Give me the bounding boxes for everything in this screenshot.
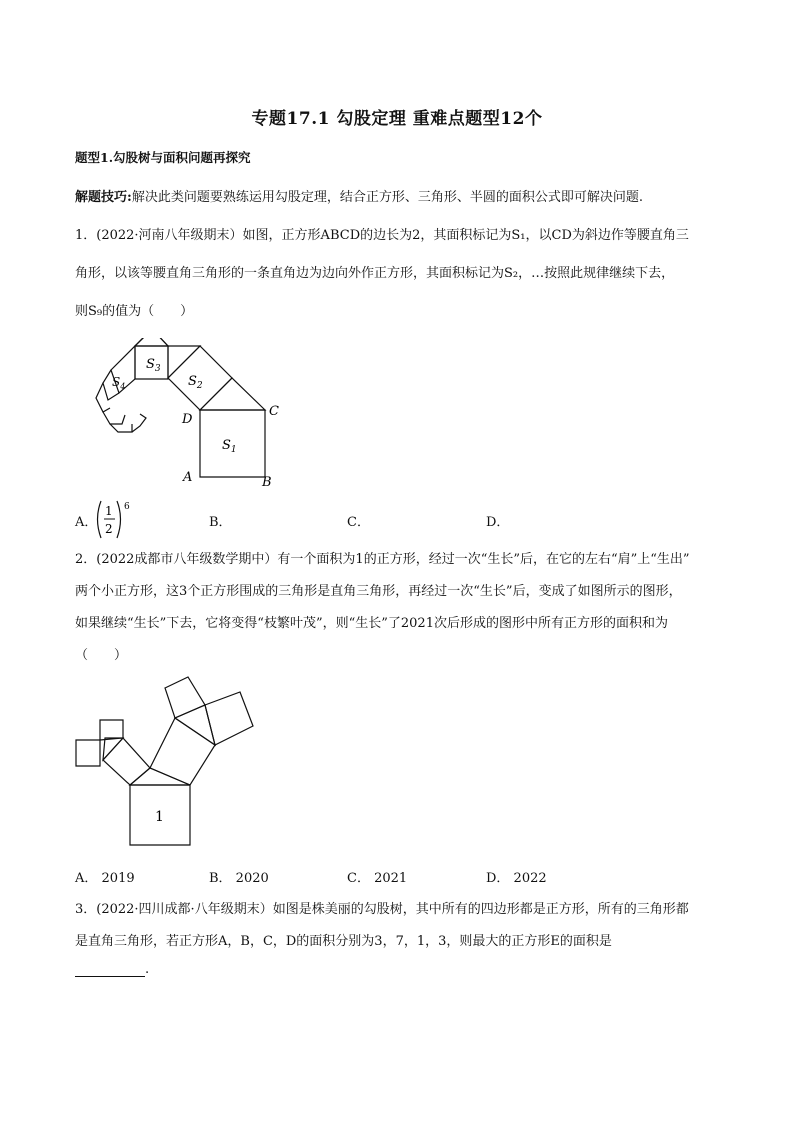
q2-option-a: A． 2019 bbox=[75, 871, 135, 886]
q3-answer-line bbox=[75, 962, 149, 977]
q2-line3: 如果继续“生长”下去，它将变得“枝繁叶茂”，则“生长”了2021次后形成的图形中所有正方形的面积和为 bbox=[75, 616, 668, 631]
section-heading: 题型1.勾股树与面积问题再探究 bbox=[75, 150, 251, 165]
page-title: 专题17.1 勾股定理 重难点题型12个 bbox=[251, 109, 543, 129]
spiral-4 bbox=[110, 424, 132, 432]
tip-text: 解决此类问题要熟练运用勾股定理，结合正方形、三角形、半圆的面积公式即可解决问题. bbox=[131, 190, 643, 205]
q1-option-b: B． bbox=[209, 515, 232, 530]
q1-option-a-fraction bbox=[93, 498, 133, 542]
q1-option-c: C． bbox=[347, 515, 370, 530]
label-c: C bbox=[269, 404, 279, 419]
q2-option-d: D． 2022 bbox=[486, 871, 547, 886]
label-one: 1 bbox=[155, 809, 164, 825]
label-a: A bbox=[183, 470, 193, 485]
fraction-exponent: 6 bbox=[124, 502, 130, 512]
label-s3: $S_3$ bbox=[146, 357, 161, 374]
triangle-left bbox=[103, 738, 123, 760]
square-right-top-1 bbox=[165, 677, 205, 718]
spiral-3 bbox=[103, 412, 125, 424]
square-s1 bbox=[200, 410, 265, 477]
q2-option-c: C． 2021 bbox=[347, 871, 408, 886]
q2-line2: 两个小正方形，这3个正方形围成的三角形是直角三角形，再经过一次“生长”后，变成了如图所示的图形， bbox=[75, 584, 682, 599]
q1-figure bbox=[95, 338, 295, 494]
fraction-numerator: 1 bbox=[105, 504, 113, 518]
q2-line1: 2．(2022成都市八年级数学期中）有一个面积为1的正方形，经过一次“生长”后，在它的左右“肩”上“生出” bbox=[75, 552, 690, 567]
q3-line2: 是直角三角形，若正方形A，B，C，D的面积分别为3，7，1，3，则最大的正方形E的面积是 bbox=[75, 934, 612, 949]
q3-end: . bbox=[145, 962, 150, 977]
tip-label: 解题技巧: bbox=[75, 190, 132, 205]
q1-line1: 1．(2022·河南八年级期末）如图，正方形ABCD的边长为2，其面积标记为S₁，以CD为斜边作等腰直角三 bbox=[75, 228, 689, 243]
label-s4: $S_4$ bbox=[112, 375, 126, 391]
square-s3-top bbox=[135, 338, 168, 346]
label-s1: $S_1$ bbox=[222, 438, 237, 455]
square-s2 bbox=[168, 346, 232, 410]
triangle-base bbox=[130, 768, 190, 785]
label-d: D bbox=[182, 412, 193, 427]
fraction-denominator: 2 bbox=[105, 522, 113, 536]
triangle-right bbox=[175, 705, 215, 745]
square-right-top-2 bbox=[205, 692, 253, 745]
q1-line3: 则S₉的值为（ ） bbox=[75, 304, 194, 319]
q3-line1: 3．(2022·四川成都·八年级期末）如图是株美丽的勾股树，其中所有的四边形都是正方形，所有的三角形都 bbox=[75, 902, 689, 917]
q1-option-d: D． bbox=[486, 515, 510, 530]
q1-line2: 角形，以该等腰直角三角形的一条直角边为边向外作正方形，其面积标记为S₂，…按照此规律继续下去， bbox=[75, 266, 675, 281]
label-b: B bbox=[262, 475, 272, 490]
q2-figure bbox=[70, 670, 280, 852]
spiral-5 bbox=[132, 414, 146, 432]
small-square-left-1 bbox=[76, 740, 100, 766]
solution-tip bbox=[75, 186, 643, 205]
q1-option-a-label: A． bbox=[75, 515, 98, 530]
answer-blank[interactable] bbox=[75, 964, 145, 977]
triangle-dc bbox=[200, 378, 265, 410]
small-square-left-2 bbox=[100, 720, 123, 740]
triangle-3 bbox=[135, 338, 168, 346]
label-s2: $S_2$ bbox=[188, 374, 203, 391]
q2-option-b: B． 2020 bbox=[209, 871, 269, 886]
square-right bbox=[150, 718, 215, 785]
square-left bbox=[103, 738, 150, 785]
q2-line4: （ ） bbox=[75, 648, 128, 663]
spiral-2 bbox=[96, 383, 110, 412]
